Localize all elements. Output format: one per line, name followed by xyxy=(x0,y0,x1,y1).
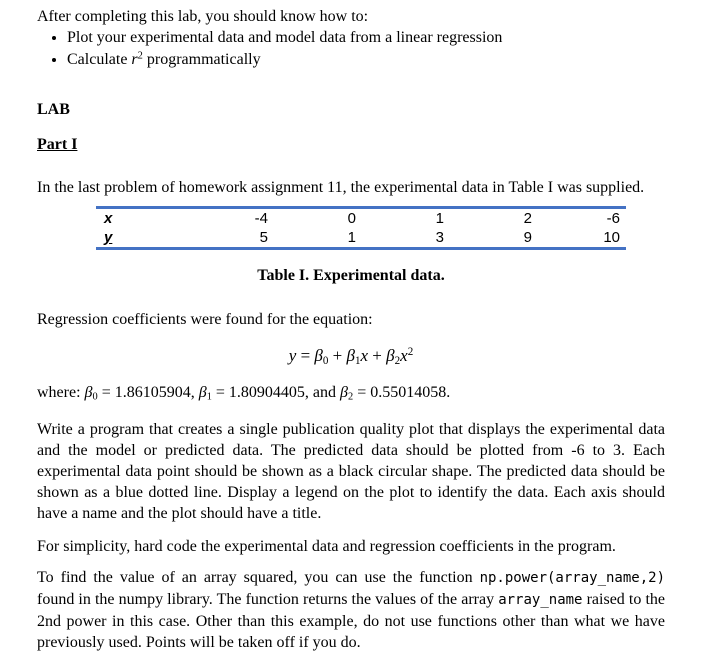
row-label-y: y xyxy=(104,229,113,246)
table-row-x xyxy=(96,208,626,229)
objectives-intro: After completing this lab, you should know how to: xyxy=(37,8,369,25)
table-cell: 5 xyxy=(259,229,268,246)
numpy-note-paragraph: To find the value of an array squared, you can use the function np.power(array_name,2) found in the numpy library. The function returns the values of the array array_name raised to the 2nd power in this case. Other than this example, do not use functions other than what we have previously used. Points will be taken off if you do. xyxy=(37,569,665,651)
where-clause: where: $\beta_0 = 1.86105904$, $\beta_1 = 1.80904405$, and $\beta_2 = 0.55014058$. xyxy=(37,384,451,403)
table-cell: 9 xyxy=(523,229,532,246)
intro-paragraph: In the last problem of homework assignment 11, the experimental data in Table I was supplied. xyxy=(37,179,645,196)
objective-item: • Calculate $r^2$ programmatically xyxy=(67,49,665,71)
table-cell: 10 xyxy=(603,229,620,246)
objective-item: • Plot your experimental data and model data from a linear regression xyxy=(67,27,665,49)
program-instructions-paragraph: Write a program that creates a single publication quality plot that displays the experimental data and the model or predicted data. The predicted data should be plotted from -6 to 3. Each experimental data point should be shown as a black circular shape. The predicted data should be shown as a blue dotted line. Display a legend on the plot to identify the data. Each axis should have a name and the plot should have a title. xyxy=(37,421,665,522)
row-label-x: x xyxy=(104,210,113,227)
experimental-data-table-wrap xyxy=(96,206,626,250)
hardcode-note-paragraph: For simplicity, hard code the experimental data and regression coefficients in the program. xyxy=(37,538,616,555)
table-cell: 2 xyxy=(523,210,532,227)
table-row-y xyxy=(96,228,626,249)
table-cell: -4 xyxy=(254,210,268,227)
lab-heading: LAB xyxy=(37,101,70,118)
part-heading: Part I xyxy=(37,136,78,153)
regression-equation: $y = \beta_0 + \beta_1x + \beta_2x^2$ xyxy=(288,345,414,367)
experimental-data-table xyxy=(96,206,626,250)
table-cell: 1 xyxy=(347,229,356,246)
table-cell: 1 xyxy=(435,210,444,227)
table-caption: Table I. Experimental data. xyxy=(257,267,445,284)
regression-intro: Regression coefficients were found for the equation: xyxy=(37,311,373,328)
table-cell: -6 xyxy=(606,210,620,227)
table-cell: 0 xyxy=(347,210,356,227)
objectives-list xyxy=(37,27,665,70)
table-cell: 3 xyxy=(435,229,444,246)
